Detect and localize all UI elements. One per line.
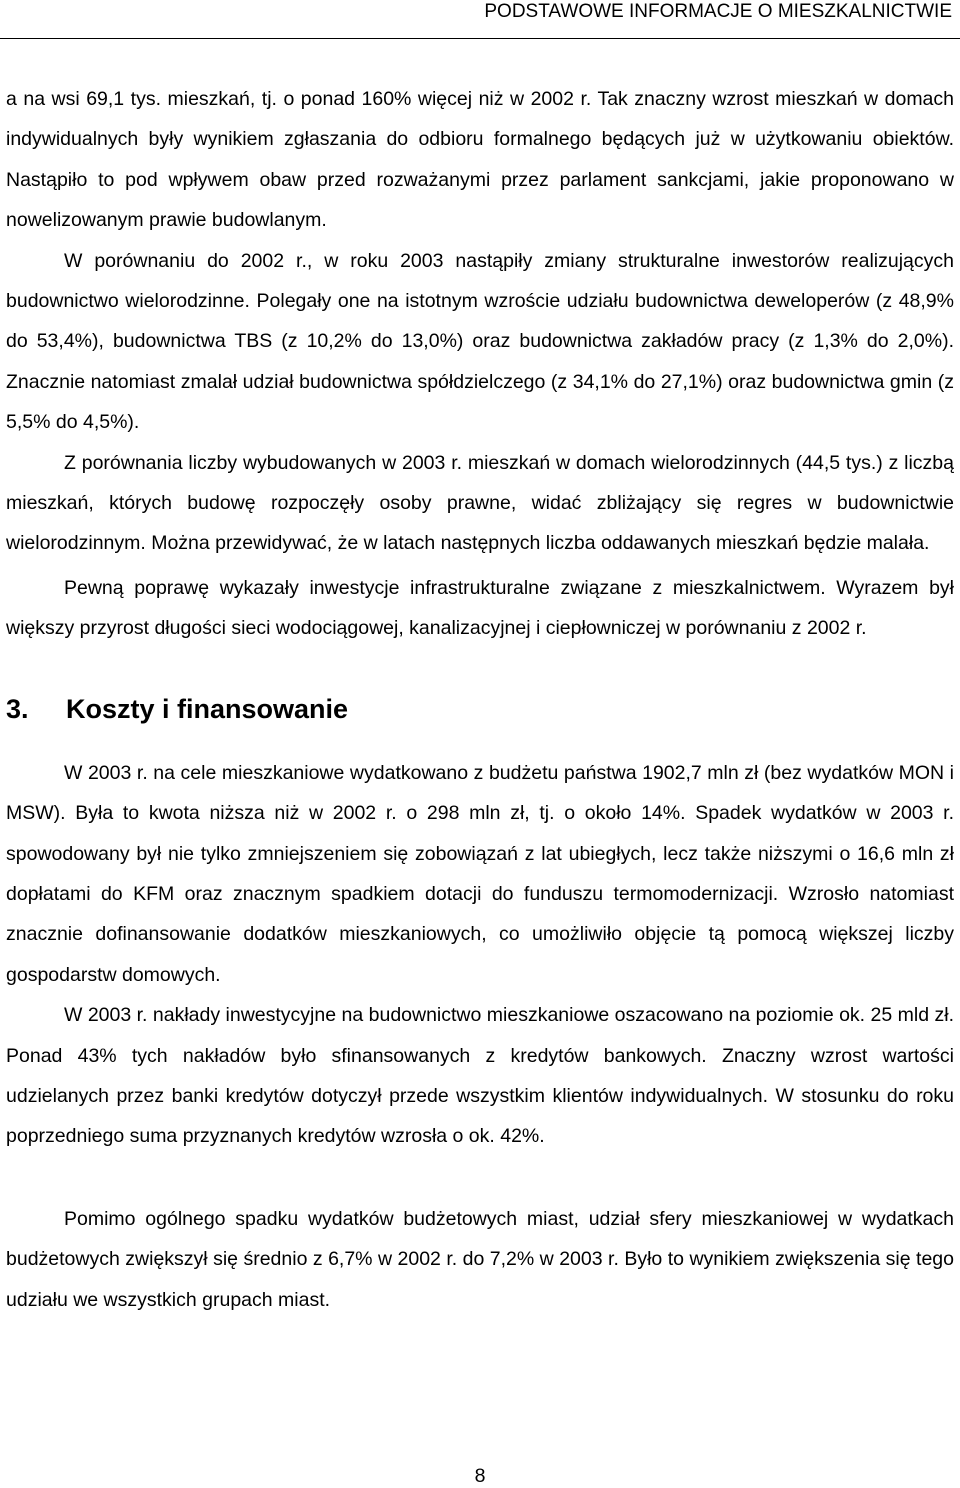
running-header: PODSTAWOWE INFORMACJE O MIESZKALNICTWIE [484, 1, 952, 22]
paragraph-7: Pomimo ogólnego spadku wydatków budżetowych miast, udział sfery mieszkaniowej w wydatkach budżetowych zwiększył się średnio z 6,7% w 2002 r. do 7,2% w 2003 r. Było to wynikiem zwiększenia się tego udziału we wszystkich grupach miast. [6, 1207, 954, 1311]
page-body [6, 79, 954, 1320]
paragraph-6: W 2003 r. nakłady inwestycyjne na budownictwo mieszkaniowe oszacowano na poziomie ok. 25 mld zł. Ponad 43% tych nakładów było sfinansowanych z kredytów bankowych. Znaczny wzrost wartości udzielanych przez banki kredytów dotyczył przede wszystkim klientów indywidualnych. W stosunku do roku poprzedniego suma przyznanych kredytów wzrosła o ok. 42%. [6, 1004, 954, 1148]
paragraph-5: W 2003 r. na cele mieszkaniowe wydatkowano z budżetu państwa 1902,7 mln zł (bez wydatków MON i MSW). Była to kwota niższa niż w 2002 r. o 298 mln zł, tj. o około 14%. Spadek wydatków w 2003 r. spowodowany był nie tylko zmniejszeniem się zobowiązań z lat ubiegłych, lecz także niższymi o 16,6 mln zł dopłatami do KFM oraz znacznym spadkiem dotacji do funduszu termomodernizacji. Wzrosło natomiast znacznie dofinansowanie dodatków mieszkaniowych, co umożliwiło objęcie tą pomocą większej liczby gospodarstw domowych. [6, 761, 954, 986]
paragraph-4: Pewną poprawę wykazały inwestycje infrastrukturalne związane z mieszkalnictwem. Wyrazem był większy przyrost długości sieci wodociągowej, kanalizacyjnej i ciepłowniczej w porównaniu z 2002 r. [6, 576, 954, 640]
section-heading [6, 689, 954, 729]
paragraph-2: W porównaniu do 2002 r., w roku 2003 nastąpiły zmiany strukturalne inwestorów realizujących budownictwo wielorodzinne. Polegały one na istotnym wzroście udziału budownictwa deweloperów (z 48,9% do 53,4%), budownictwa TBS (z 10,2% do 13,0%) oraz budownictwa zakładów pracy (z 1,3% do 2,0%). Znacznie natomiast zmalał udział budownictwa spółdzielczego (z 34,1% do 27,1%) oraz budownictwa gmin (z 5,5% do 4,5%). [6, 249, 954, 434]
section-number: 3. [6, 693, 29, 724]
paragraph-3: Z porównania liczby wybudowanych w 2003 r. mieszkań w domach wielorodzinnych (44,5 tys.) z liczbą mieszkań, których budowę rozpoczęły osoby prawne, widać zbliżający się regres w budownictwie wielorodzinnym. Można przewidywać, że w latach następnych liczba oddawanych mieszkań będzie malała. [6, 451, 954, 555]
header-rule [0, 38, 960, 39]
section-title: Koszty i finansowanie [66, 693, 349, 724]
page-number: 8 [474, 1465, 486, 1487]
paragraph-1: a na wsi 69,1 tys. mieszkań, tj. o ponad 160% więcej niż w 2002 r. Tak znaczny wzrost mieszkań w domach indywidualnych były wynikiem zgłaszania do odbioru formalnego będących już w użytkowaniu obiektów. Nastąpiło to pod wpływem obaw przed rozważanymi przez parlament sankcjami, jakie proponowano w nowelizowanym prawie budowlanym. [6, 88, 954, 232]
